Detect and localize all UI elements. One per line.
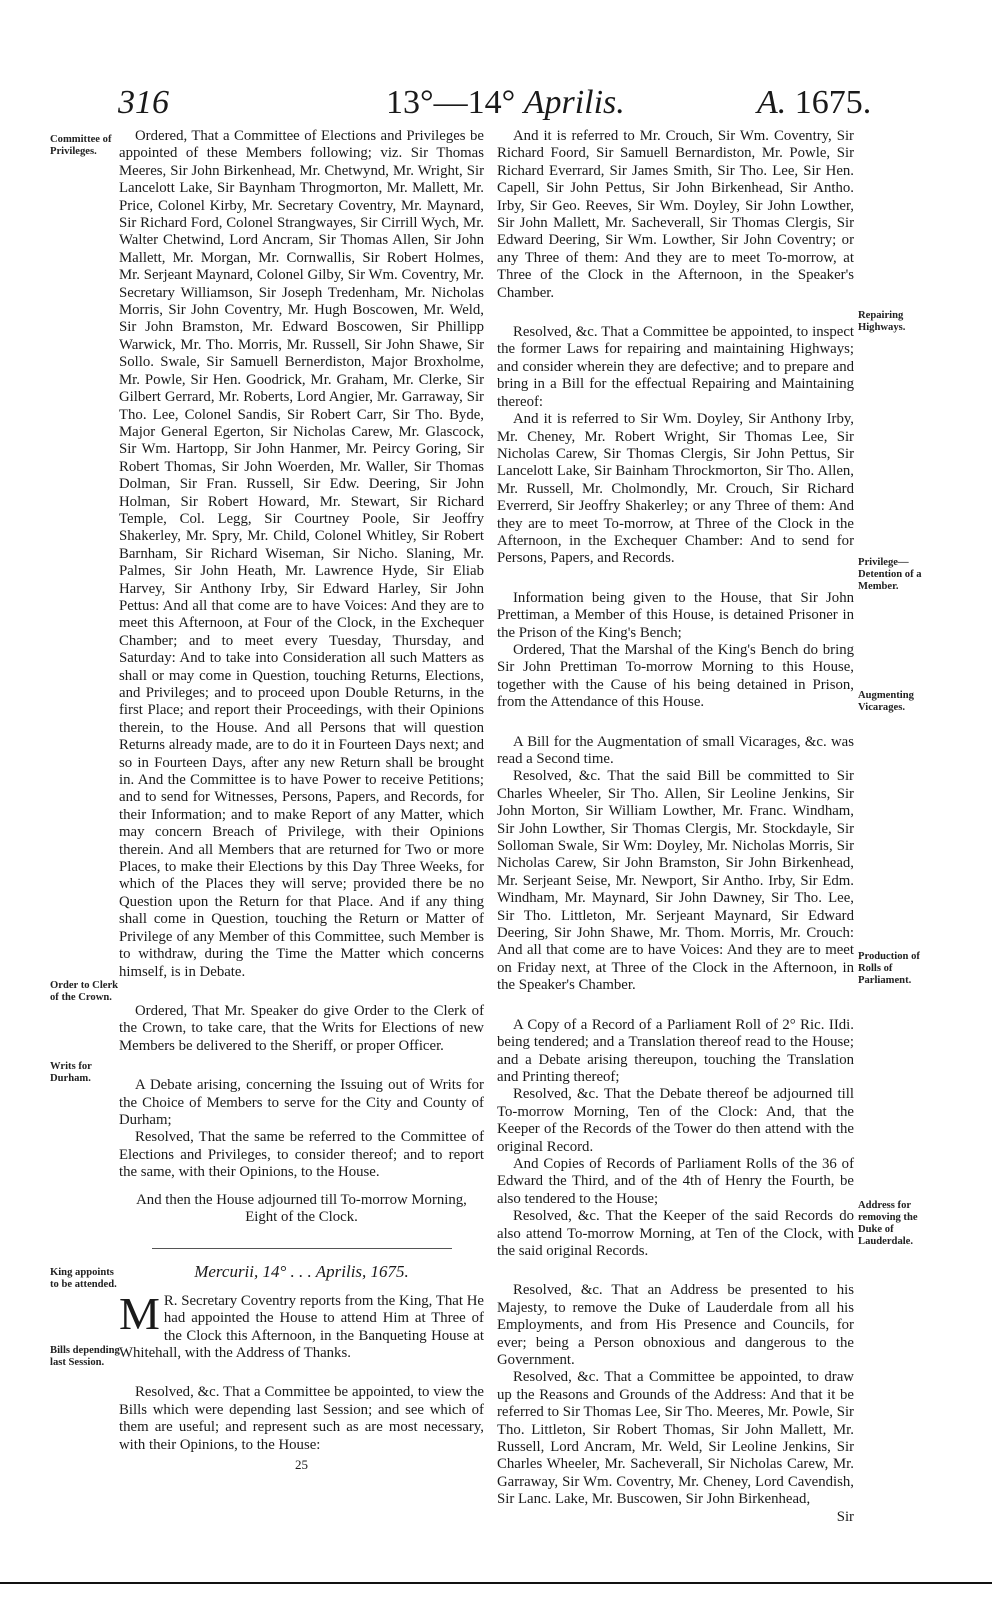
lauderdale-address-paragraph: Resolved, &c. That an Address be presented to his Majesty, to remove the Duke of Lauderdale from all his Employments, and from His Presence and Councils, for ever; being a Person obnoxious and dangerous to the Government. xyxy=(497,1282,854,1368)
margin-note-address-lauderdale: Address for removing the Duke of Lauderdale. xyxy=(858,1200,918,1247)
lauderdale-committee-paragraph: Resolved, &c. That a Committee be appointed, to draw up the Reasons and Grounds of the Address: And that it be referred to Sir Thomas Lee, Sir Tho. Meeres, Mr. Powle, Sir Tho. Littleton, Sir Robert Thomas, Sir John Mallett, Mr. Russell, Lord Ancram, Mr. Weld, Sir Leoline Jenkins, Sir Charles Wheeler, Mr. Sacheverall, Sir Nicholas Carew, Mr. Garraway, Sir Wm. Coventry, Mr. Cheney, Lord Cavendish, Sir Lanc. Lake, Mr. Buscowen, Sir John Birkenhead, xyxy=(497,1369,854,1508)
catchword: Sir xyxy=(836,1508,854,1525)
prettiman-information-paragraph: Information being given to the House, that Sir John Prettiman, a Member of this House, is detained Prisoner in the Prison of the King's Bench; xyxy=(497,589,854,641)
folio-number: 25 xyxy=(295,1457,308,1473)
section-heading-text: Mercurii, 14° . . . Aprilis, 1675. xyxy=(194,1262,409,1282)
margin-note-repairing-highways: Repairing Highways. xyxy=(858,310,906,333)
rolls-copies-paragraph: And Copies of Records of Parliament Rolls of the 36 of Edward the Third, and of the 4th of Henry the Fourth, be also tendered to the House; xyxy=(497,1155,854,1207)
bills-depending-paragraph: Resolved, &c. That a Committee be appointed, to view the Bills which were depending last Session; and see which of them are useful; and represent such as are most necessary, with their Opinions, to the House: xyxy=(119,1384,484,1453)
year-prefix: A. xyxy=(757,84,787,121)
page-number: 316 xyxy=(118,84,169,121)
margin-note-king-appoints: King appoints to be attended. xyxy=(50,1267,117,1290)
section-heading xyxy=(119,1263,484,1280)
highways-resolved-paragraph: Resolved, &c. That a Committee be appointed, to inspect the former Laws for repairing and maintaining Highways; and consider wherein they are defective; and to prepare and bring in a Bill for the effectual Repairing and Maintaining thereof: xyxy=(497,324,854,410)
adjournment-note: And then the House adjourned till To-morrow Morning, Eight of the Clock. xyxy=(136,1191,467,1225)
bottom-rule xyxy=(0,1582,992,1584)
section-divider xyxy=(152,1248,452,1249)
vicarages-bill-paragraph: A Bill for the Augmentation of small Vicarages, &c. was read a Second time. xyxy=(497,733,854,767)
highways-referred-paragraph: And it is referred to Sir Wm. Doyley, Sir Anthony Irby, Mr. Cheney, Mr. Robert Wright, Sir Thomas Lee, Sir Nicholas Carew, Sir Thomas Clergis, Sir John Pettus, Sir Lancelott Lake, Sir Bainham Throckmorton, Sir Tho. Allen, Mr. Russell, Mr. Cholmondly, Mr. Crouch, Sir Richard Everrerd, Sir Jeoffry Shakerley; or any Three of them: And they are to meet To-morrow, at Three of the Clock in the Afternoon, in the Exchequer Chamber: And to send for Persons, Papers, and Records. xyxy=(497,411,854,567)
margin-note-augmenting-vicarages: Augmenting Vicarages. xyxy=(858,690,914,713)
margin-note-privilege-detention: Privilege—Detention of a Member. xyxy=(858,557,922,592)
margin-note-committee-privileges: Committee of Privileges. xyxy=(50,134,112,157)
prettiman-ordered-paragraph: Ordered, That the Marshal of the King's Bench do bring Sir John Prettiman To-morrow Morning to this House, together with the Cause of his being detained in Prison, from the Attendance of this House. xyxy=(497,641,854,711)
page-header xyxy=(0,84,992,128)
year-value: 1675. xyxy=(794,84,872,121)
king-appoints-paragraph xyxy=(119,1287,484,1363)
left-column xyxy=(119,128,484,1473)
running-year xyxy=(757,84,871,122)
margin-note-writs-durham: Writs for Durham. xyxy=(50,1061,92,1084)
margin-note-order-clerk: Order to Clerk of the Crown. xyxy=(50,980,119,1003)
committee-elections-paragraph: Ordered, That a Committee of Elections and Privileges be appointed of these Members following; viz. Sir Thomas Meeres, Sir John Birkenhead, Mr. Chetwynd, Mr. Wright, Sir Lancelott Lake, Sir Baynham Throgmorton, Mr. Mallett, Mr. Price, Colonel Kirby, Mr. Secretary Coventry, Mr. Maynard, Sir Richard Ford, Colonel Strangwayes, Sir Cirrill Wych, Mr. Walter Chetwind, Lord Ancram, Sir Thomas Allen, Sir John Mallett, Mr. Morgan, Mr. Cornwallis, Sir Robert Holmes, Mr. Serjeant Maynard, Colonel Gilby, Sir Wm. Coventry, Mr. Secretary Williamson, Sir Joseph Tredenham, Mr. Nicholas Morris, Sir John Coventry, Mr. Hugh Boscowen, Mr. Weld, Sir John Bramston, Mr. Edward Boscowen, Sir Phillipp Warwick, Mr. Tho. Morris, Mr. Russell, Sir John Shawe, Sir Sollo. Swale, Sir Samuell Bernerdiston, Major Broxholme, Mr. Powle, Sir Hen. Goodrick, Mr. Graham, Mr. Clerke, Sir Gilbert Gerrard, Mr. Roberts, Lord Angier, Mr. Garraway, Sir Tho. Lee, Colonel Sandis, Sir Robert Carr, Sir Tho. Byde, Major General Egerton, Sir Nicholas Carew, Mr. Glascock, Sir Wm. Hartopp, Sir John Hanmer, Mr. Peircy Goring, Sir Robert Thomas, Sir John Woerden, Mr. Waller, Sir Thomas Dolman, Sir Fran. Russell, Sir Edw. Deering, Sir John Holman, Sir Robert Howard, Mr. Stewart, Sir Richard Temple, Col. Legg, Sir Courtney Poole, Sir Jeoffry Shakerley, Mr. Spry, Mr. Child, Colonel Whitley, Sir Robert Barnham, Sir Richard Wiseman, Sir Nicho. Slaning, Mr. Palmes, Sir John Heath, Mr. Lawrence Hyde, Sir Eliab Harvey, Sir Anthony Irby, Sir Edward Harley, Sir John Pettus: And all that come are to have Voices: And they are to meet this Afternoon, at Four of the Clock, in the Exchequer Chamber; and to meet every Tuesday, Thursday, and Saturday: And to take into Consideration all such Matters as shall or may come in Question, touching Returns, Elections, and Privileges; and to proceed upon Double Returns, in the first Place; and report their Proceedings, with their Opinions therein, to the House. And all Persons that will question Returns already made, are to do it in Fourteen Days next; and so in Fourteen Days, after any new Return shall be brought in. And the Committee is to have Power to receive Petitions; and to send for Witnesses, Persons, Papers, and Records, for their Information; and to make Report of any Matter, which may concern Breach of Privilege, with their Opinions therein. And all Members that are returned for Two or more Places, to make their Elections by this Day Three Weeks, for which of the Places they will serve; provided there be no Question upon the Return for that Place. And if any thing shall come in Question, touching the Return or Matter of Privilege of any Member of this Committee, such Member is to withdraw, during the Time the Matter which concerns himself, is in Debate. xyxy=(119,128,484,980)
right-column xyxy=(497,128,854,1526)
date-month: Aprilis. xyxy=(523,84,625,121)
referred-committee-paragraph: And it is referred to Mr. Crouch, Sir Wm. Coventry, Sir Richard Foord, Sir Samuell Bernardiston, Mr. Powle, Sir Richard Everrard, Sir James Smith, Sir Tho. Lee, Sir Hen. Capell, Sir John Pettus, Sir John Birkenhead, Sir Antho. Irby, Sir Geo. Reeves, Sir Wm. Doyley, Sir John Lowther, Sir John Mallett, Mr. Sacheverall, Sir Thomas Clergis, Sir Edward Deering, Sir Wm. Lowther, Sir John Coventry; or any Three of them: And they are to meet To-morrow, at Three of the Clock in the Afternoon, in the Speaker's Chamber. xyxy=(497,128,854,301)
drop-capital: M xyxy=(119,1287,160,1339)
date-days: 13°—14° xyxy=(386,84,516,121)
margin-note-bills-depending: Bills depending last Session. xyxy=(50,1345,120,1368)
parliament-roll-paragraph: A Copy of a Record of a Parliament Roll of 2° Ric. IIdi. being tendered; and a Translation thereof read to the House; and a Debate arising thereupon, touching the Translation and Printing thereof; xyxy=(497,1016,854,1085)
durham-debate-paragraph: A Debate arising, concerning the Issuing out of Writs for the Choice of Members to serve for the City and County of Durham; xyxy=(119,1077,484,1128)
rolls-resolved-paragraph: Resolved, &c. That the Debate thereof be adjourned till To-morrow Morning, Ten of the Clock: And, that the Keeper of the Records of the Tower do then attend with the original Record. xyxy=(497,1086,854,1155)
king-appoints-text: R. Secretary Coventry reports from the King, That He had appointed the House to attend Him at Three of the Clock this Afternoon, in the Banqueting House at Whitehall, with the Address of Thanks. xyxy=(119,1292,484,1361)
clerk-crown-paragraph: Ordered, That Mr. Speaker do give Order to the Clerk of the Crown, to take care, that the Writs for Elections of new Members be delivered to the Sheriff, or proper Officer. xyxy=(119,1002,484,1054)
vicarages-resolved-paragraph: Resolved, &c. That the said Bill be committed to Sir Charles Wheeler, Sir Tho. Allen, Sir Leoline Jenkins, Sir John Morton, Sir William Lowther, Mr. Franc. Windham, Sir John Lowther, Sir Thomas Clergis, Mr. Stockdayle, Sir Solloman Swale, Sir Wm: Doyley, Mr. Nicholas Morris, Sir Nicholas Carew, Sir John Bramston, Sir John Birkenhead, Mr. Serjeant Seise, Mr. Newport, Sir Antho. Irby, Sir Edm. Windham, Mr. Maynard, Sir John Dawney, Sir Tho. Lee, Sir Tho. Littleton, Mr. Serjeant Maynard, Sir Edward Deering, Sir John Shawe, Mr. Thom. Morris, Mr. Crouch: And all that come are to have Voices: And they are to meet on Friday next, at Three of the Clock in the Afternoon, in the Speaker's Chamber. xyxy=(497,768,854,994)
durham-resolved-paragraph: Resolved, That the same be referred to the Committee of Elections and Privileges, to consider thereof; and to report the same, with their Opinions, to the House. xyxy=(119,1129,484,1181)
margin-note-production-rolls: Production of Rolls of Parliament. xyxy=(858,951,920,986)
rolls-keeper-paragraph: Resolved, &c. That the Keeper of the said Records do also attend To-morrow Morning, at Ten of the Clock, with the said original Records. xyxy=(497,1208,854,1259)
running-date xyxy=(386,84,625,122)
